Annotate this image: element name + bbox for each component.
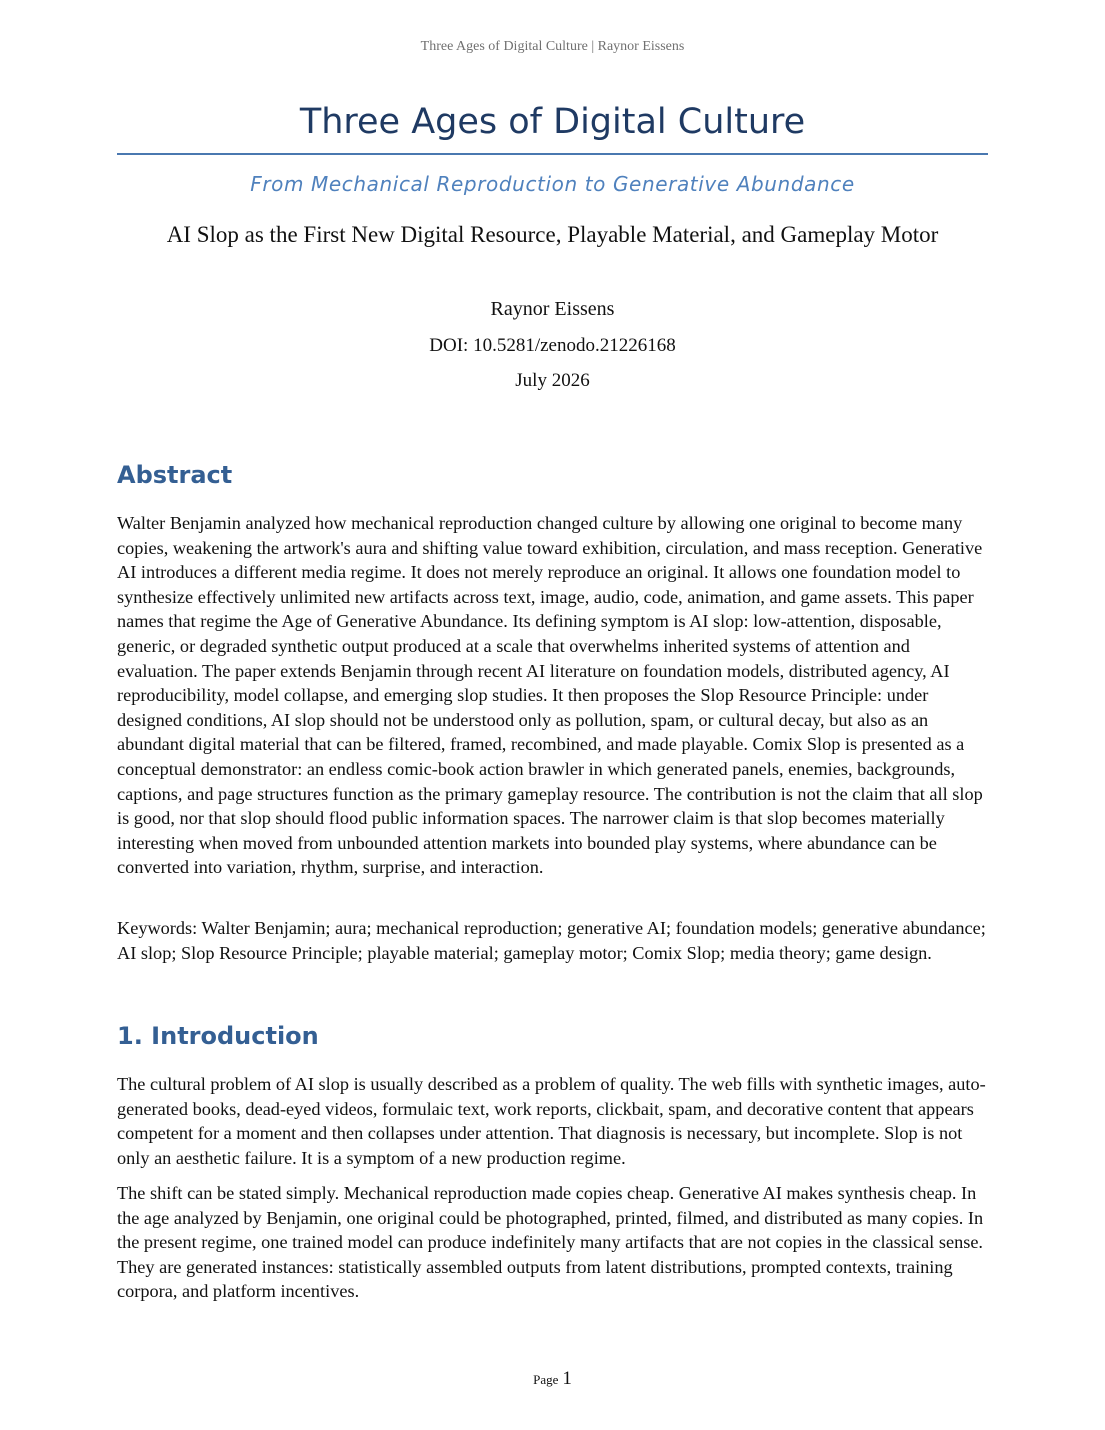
page-label: Page <box>533 1372 559 1387</box>
page-number: 1 <box>562 1368 572 1389</box>
introduction-heading: 1. Introduction <box>117 1022 319 1050</box>
running-header: Three Ages of Digital Culture | Raynor Eissens <box>420 39 685 54</box>
keywords-paragraph: Keywords: Walter Benjamin; aura; mechanical reproduction; generative AI; foundation models; generative abundance; AI slop; Slop Resource Principle; playable material; gameplay motor; Comix Slop; media theory; game design. <box>117 918 986 963</box>
paper-subtitle: From Mechanical Reproduction to Generative Abundance <box>250 172 855 196</box>
introduction-paragraph-2: The shift can be stated simply. Mechanical reproduction made copies cheap. Generative AI makes synthesis cheap. In the age analyzed by Benjamin, one original could be photographed, printed, filmed, and distributed as many copies. In the present regime, one trained model can produce indefinitely many artifacts that are not copies in the classical sense. They are generated instances: statistically assembled outputs from latent distributions, prompted contexts, training corpora, and platform incentives. <box>117 1183 984 1302</box>
paper-title: Three Ages of Digital Culture <box>299 102 806 142</box>
paper-tagline: AI Slop as the First New Digital Resource, Playable Material, and Gameplay Motor <box>166 222 939 247</box>
introduction-paragraph-1: The cultural problem of AI slop is usually described as a problem of quality. The web fills with synthetic images, auto-generated books, dead-eyed videos, formulaic text, work reports, clickbait, spam, and decorative content that appears competent for a moment and then collapses under attention. That diagnosis is necessary, but incomplete. Slop is not only an aesthetic failure. It is a symptom of a new production regime. <box>117 1074 986 1168</box>
title-divider <box>117 153 988 155</box>
page-footer <box>0 1368 1105 1390</box>
author-name: Raynor Eissens <box>490 298 615 320</box>
publication-date: July 2026 <box>515 370 590 391</box>
abstract-body: Walter Benjamin analyzed how mechanical reproduction changed culture by allowing one original to become many copies, weakening the artwork's aura and shifting value toward exhibition, circulation, and mass reception. Generative AI introduces a different media regime. It does not merely reproduce an original. It allows one foundation model to synthesize effectively unlimited new artifacts across text, image, audio, code, animation, and game assets. This paper names that regime the Age of Generative Abundance. Its defining symptom is AI slop: low-attention, disposable, generic, or degraded synthetic output produced at a scale that overwhelms inherited systems of attention and evaluation. The paper extends Benjamin through recent AI literature on foundation models, distributed agency, AI reproducibility, model collapse, and emerging slop studies. It then proposes the Slop Resource Principle: under designed conditions, AI slop should not be understood only as pollution, spam, or cultural decay, but also as an abundant digital material that can be filtered, framed, recombined, and made playable. Comix Slop is presented as a conceptual demonstrator: an endless comic-book action brawler in which generated panels, enemies, backgrounds, captions, and page structures function as the primary gameplay resource. The contribution is not the claim that all slop is good, nor that slop should flood public information spaces. The narrower claim is that slop becomes materially interesting when moved from unbounded attention markets into bounded play systems, where abundance can be converted into variation, rhythm, surprise, and interaction. <box>117 513 983 878</box>
doi-line: DOI: 10.5281/zenodo.21226168 <box>429 335 676 356</box>
abstract-heading: Abstract <box>117 461 233 489</box>
